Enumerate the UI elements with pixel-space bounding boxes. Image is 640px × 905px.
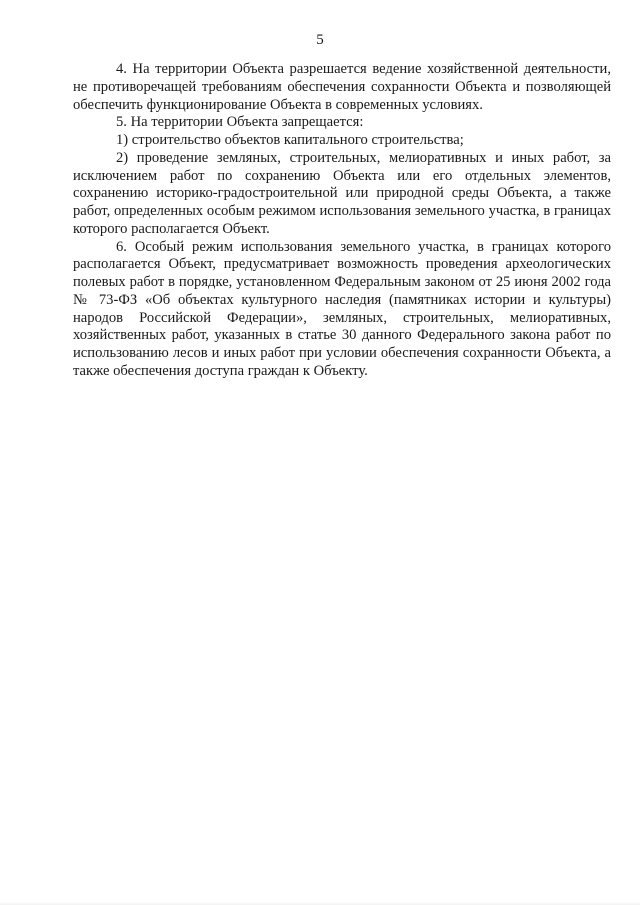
list-item-earthworks: 2) проведение земляных, строительных, мелиоративных и иных работ, за исключением работ по сохранению Объекта или его отдельных элементов, сохранению историко-градостроительной или природной среды Объекта, а также работ, определенных особым режимом использования земельного участка, в границах которого располагается Объект. (73, 149, 611, 237)
paragraph-item-4-permitted: 4. На территории Объекта разрешается ведение хозяйственной деятельности, не противоречащей требованиям обеспечения сохранности Объекта и позволяющей обеспечить функционирование Объекта в современных условиях. (73, 61, 611, 113)
document-body (73, 61, 611, 381)
list-item-capital-construction: 1) строительство объектов капитального строительства; (116, 132, 464, 148)
page-number: 5 (316, 32, 324, 48)
paragraph-item-6-special-regime: 6. Особый режим использования земельного участка, в границах которого располагается Объект, предусматривает возможность проведения археологических полевых работ в порядке, установленном Федеральным законом от 25 июня 2002 года № 73-ФЗ «Об объектах культурного наследия (памятниках истории и культуры) народов Российской Федерации», земляных, строительных, мелиоративных, хозяйственных работ, указанных в статье 30 данного Федерального закона работ по использованию лесов и иных работ при условии обеспечения сохранности Объекта, а также обеспечения доступа граждан к Объекту. (73, 238, 611, 379)
paragraph-item-5-prohibited: 5. На территории Объекта запрещается: (116, 114, 364, 131)
